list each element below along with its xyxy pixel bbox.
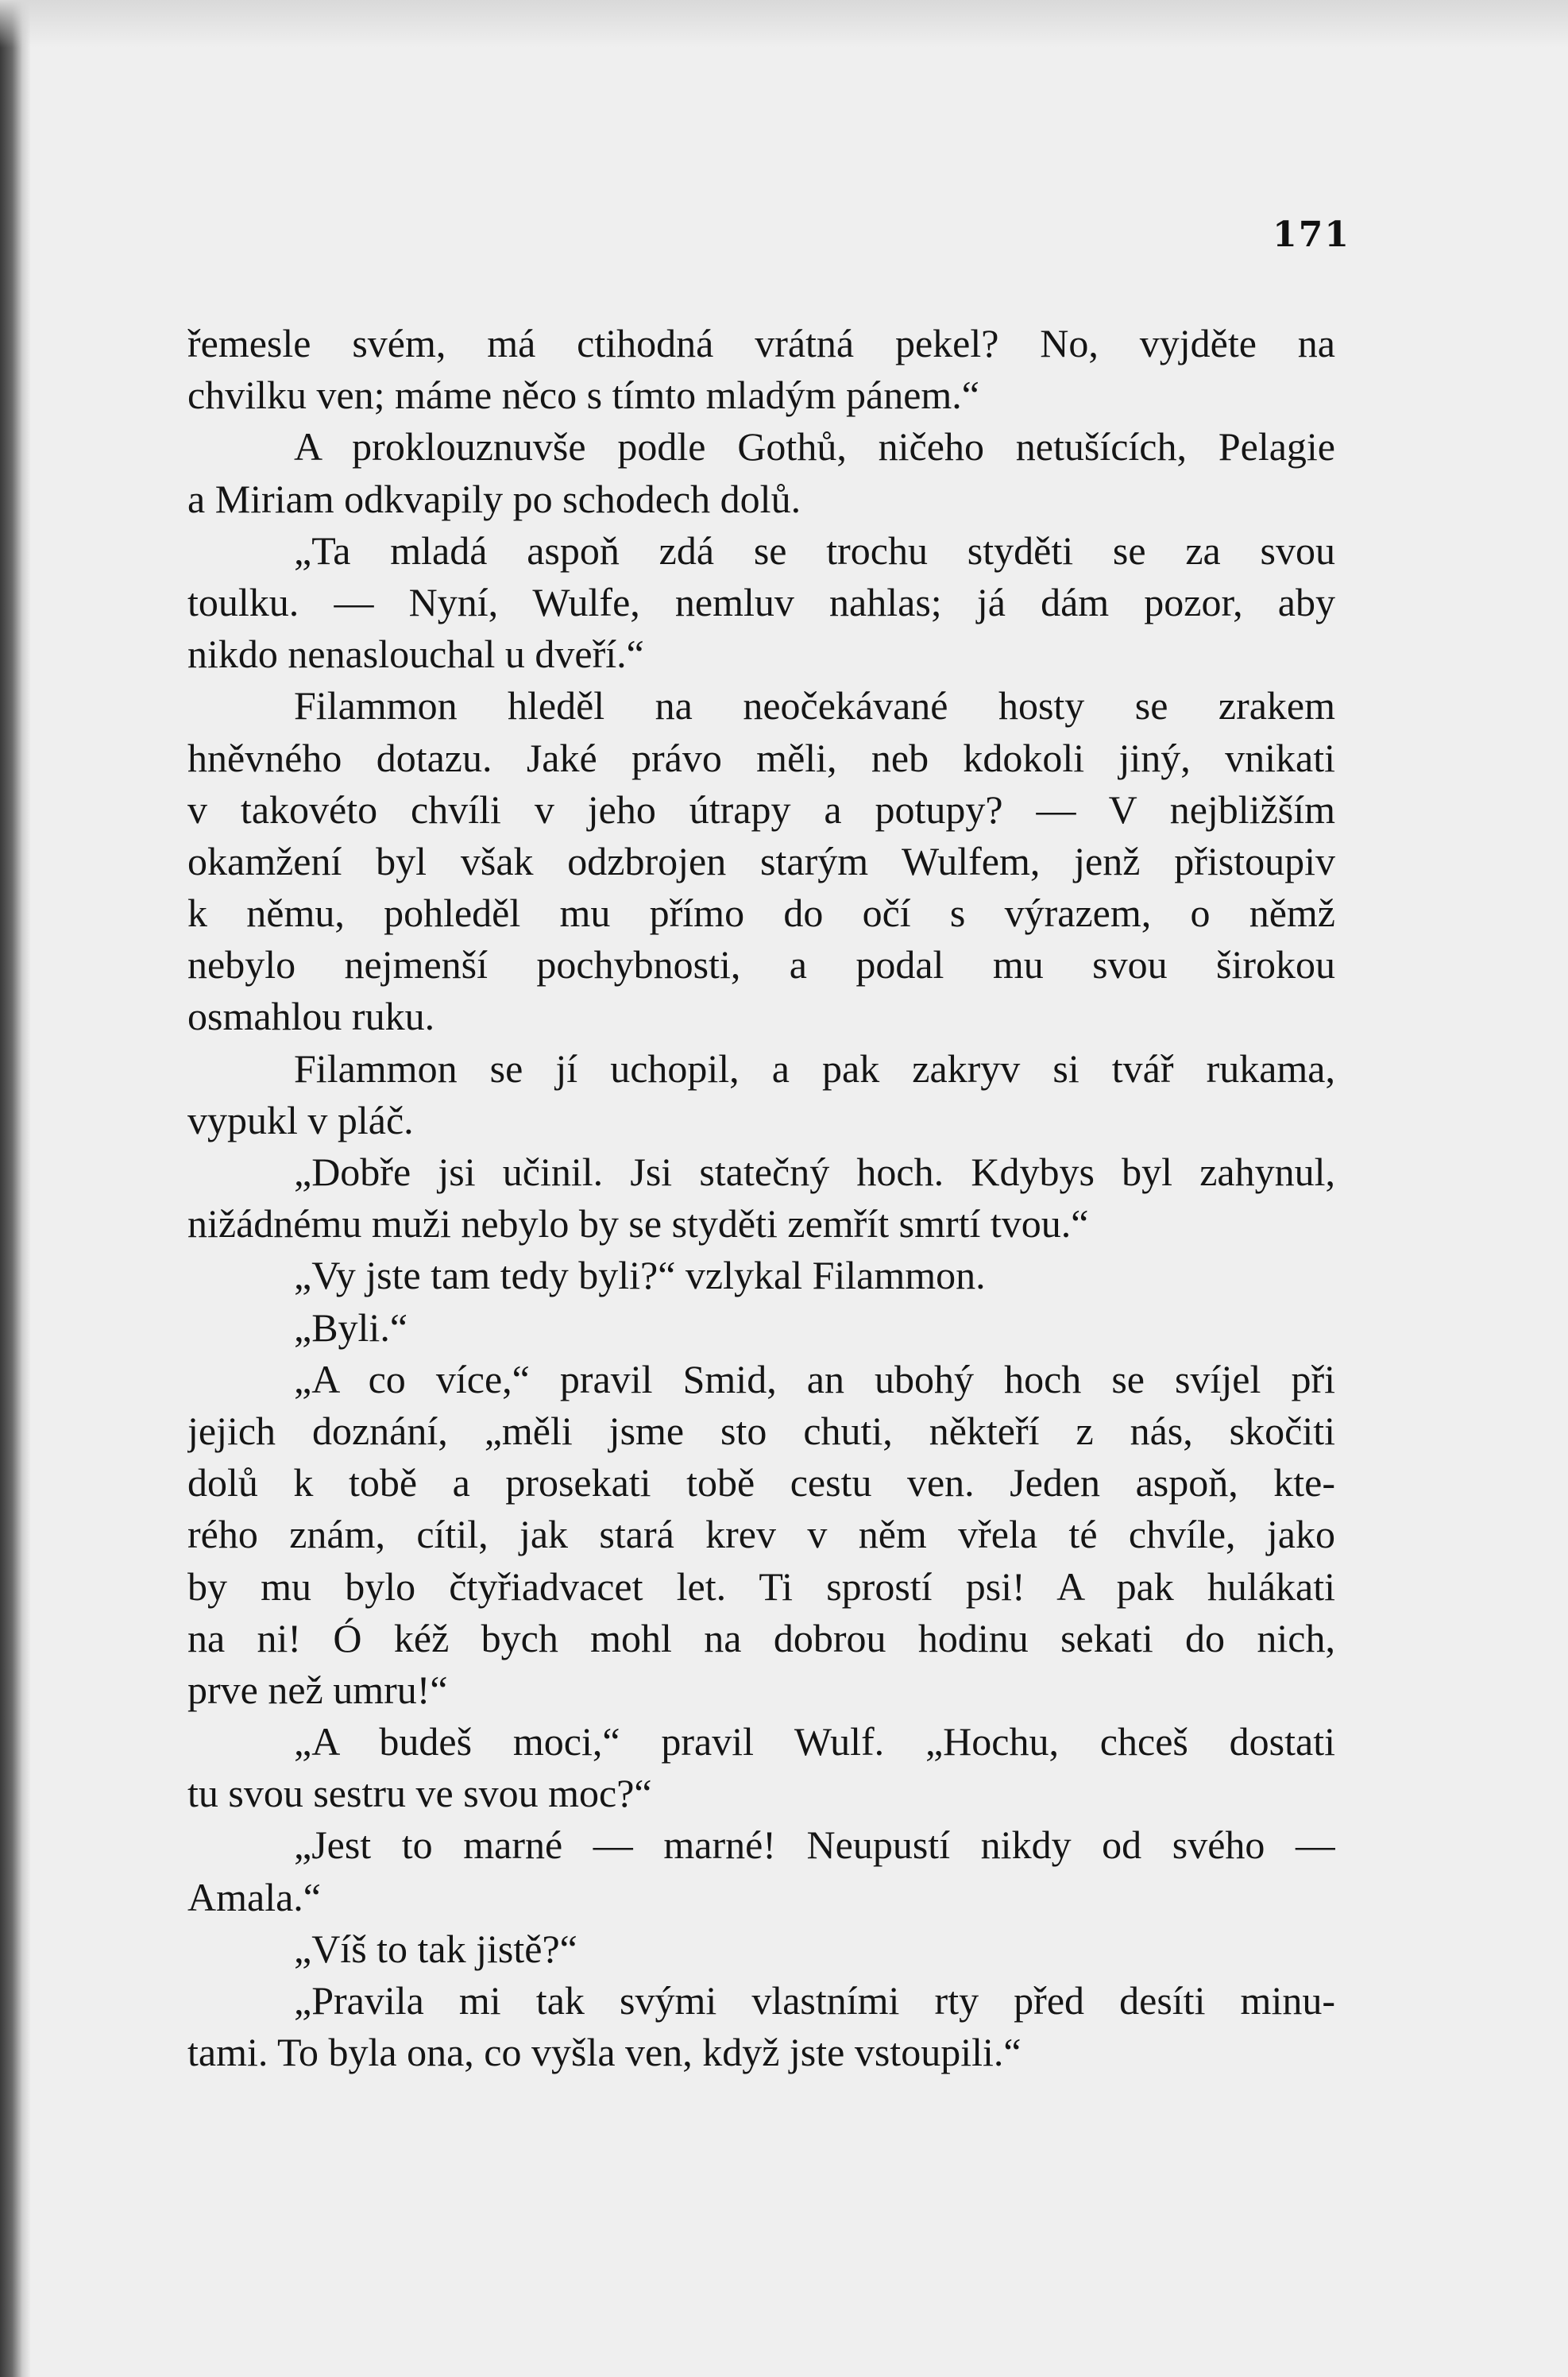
text-line: by mu bylo čtyřiadvacet let. Ti sprostí psi! A pak hulákati <box>187 1563 1335 1609</box>
text-line: „Byli.“ <box>294 1304 408 1350</box>
text-line: nikdo nenaslouchal u dveří.“ <box>187 632 644 677</box>
text-line: tu svou sestru ve svou moc?“ <box>187 1771 652 1816</box>
text-line: rého znám, cítil, jak stará krev v něm vřela té chvíle, jako <box>187 1512 1335 1557</box>
page-number: 171 <box>1273 215 1350 255</box>
text-line: prve než umru!“ <box>187 1667 448 1712</box>
text-line: „Dobře jsi učinil. Jsi statečný hoch. Kdybys byl zahynul, <box>294 1150 1335 1194</box>
text-line: Filammon hleděl na neočekávané hosty se zrakem <box>294 683 1335 729</box>
text-line: „Víš to tak jistě?“ <box>294 1926 577 1971</box>
text-line: dolů k tobě a prosekati tobě cestu ven. Jeden aspoň, kte- <box>187 1460 1335 1505</box>
text-line: vypukl v pláč. <box>187 1097 414 1142</box>
text-line: k němu, pohleděl mu přímo do očí s výrazem, o němž <box>187 891 1335 936</box>
body-text <box>187 318 1335 2078</box>
text-line: „Vy jste tam tedy byli?“ vzlykal Filammon. <box>294 1253 986 1298</box>
text-line: Amala.“ <box>187 1874 321 1919</box>
text-line: jejich doznání, „měli jsme sto chuti, někteří z nás, skočiti <box>187 1408 1335 1453</box>
text-line: „Jest to marné — marné! Neupustí nikdy od svého — <box>294 1822 1335 1868</box>
text-line: chvilku ven; máme něco s tímto mladým pánem.“ <box>187 373 979 418</box>
text-line: A proklouznuvše podle Gothů, ničeho netušících, Pelagie <box>294 424 1335 470</box>
binding-shadow <box>0 0 30 2377</box>
text-line: Filammon se jí uchopil, a pak zakryv si tvář rukama, <box>294 1045 1335 1091</box>
text-line: „Ta mladá aspoň zdá se trochu styděti se za svou <box>294 528 1335 573</box>
text-line: nebylo nejmenší pochybnosti, a podal mu svou širokou <box>187 942 1335 988</box>
text-line: osmahlou ruku. <box>187 994 435 1039</box>
text-line: a Miriam odkvapily po schodech dolů. <box>187 476 801 521</box>
text-line: tami. To byla ona, co vyšla ven, když jste vstoupili.“ <box>187 2030 1022 2075</box>
text-line: hněvného dotazu. Jaké právo měli, neb kdokoli jiný, vnikati <box>187 735 1335 780</box>
text-line: v takovéto chvíli v jeho útrapy a potupy? — V nejbližším <box>187 787 1335 832</box>
text-line: toulku. — Nyní, Wulfe, nemluv nahlas; já dám pozor, aby <box>187 579 1335 624</box>
top-edge-shade <box>0 0 1568 48</box>
text-line: nižádnému muži nebylo by se styděti zemřít smrtí tvou.“ <box>187 1201 1089 1246</box>
text-line: „Pravila mi tak svými vlastními rty před desíti minu- <box>294 1978 1335 2023</box>
text-line: na ni! Ó kéž bych mohl na dobrou hodinu sekati do nich, <box>187 1615 1335 1660</box>
text-line: „A co více,“ pravil Smid, an ubohý hoch se svíjel při <box>294 1356 1335 1401</box>
text-line: „A budeš moci,“ pravil Wulf. „Hochu, chceš dostati <box>294 1719 1335 1764</box>
text-line: řemesle svém, má ctihodná vrátná pekel? No, vyjděte na <box>187 321 1335 365</box>
text-line: okamžení byl však odzbrojen starým Wulfem, jenž přistoupiv <box>187 838 1335 883</box>
